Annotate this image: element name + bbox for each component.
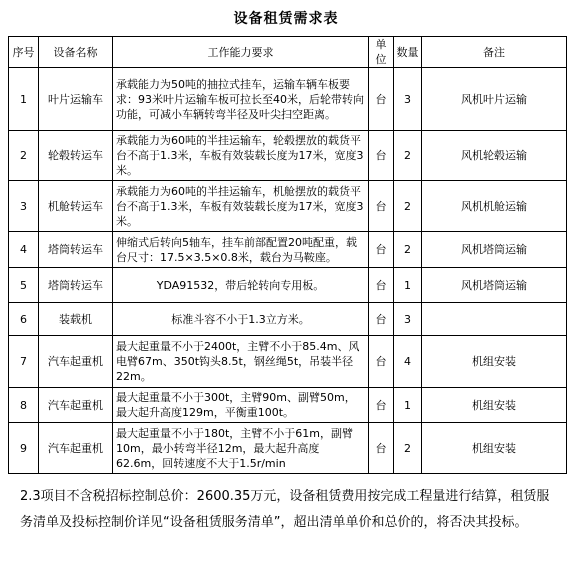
header-name: 设备名称 <box>39 37 113 68</box>
cell-requirement: 最大起重量不小于300t，主臂90m、副臂50m，最大起升高度129m，平衡重100t。 <box>113 388 369 423</box>
table-row <box>9 181 567 232</box>
cell-unit: 台 <box>369 232 394 268</box>
header-unit: 单位 <box>369 37 394 68</box>
cell-remark: 机组安装 <box>422 388 567 423</box>
cell-no: 3 <box>9 181 39 232</box>
cell-unit: 台 <box>369 181 394 232</box>
table-row <box>9 336 567 388</box>
cell-remark: 风机轮毂运输 <box>422 131 567 181</box>
header-qty: 数量 <box>394 37 422 68</box>
table-row <box>9 131 567 181</box>
cell-unit: 台 <box>369 336 394 388</box>
cell-unit: 台 <box>369 131 394 181</box>
cell-qty: 2 <box>394 232 422 268</box>
cell-name: 装载机 <box>39 303 113 336</box>
cell-qty: 2 <box>394 181 422 232</box>
cell-requirement: 最大起重量不小于180t，主臂不小于61m，副臂10m，最小转弯半径12m，最大起升高度62.6m，回转速度不大于1.5r/min <box>113 423 369 474</box>
cell-unit: 台 <box>369 423 394 474</box>
cell-requirement: 最大起重量不小于2400t，主臂不小于85.4m、风电臂67m、350t钩头8.5t，钢丝绳5t，吊装半径22m。 <box>113 336 369 388</box>
cell-requirement: 伸缩式后转向5轴车，挂车前部配置20吨配重，载台尺寸：17.5×3.5×0.8米，载台为马鞍座。 <box>113 232 369 268</box>
cell-no: 9 <box>9 423 39 474</box>
cell-remark: 机组安装 <box>422 423 567 474</box>
cell-remark: 机组安装 <box>422 336 567 388</box>
cell-no: 2 <box>9 131 39 181</box>
table-row <box>9 268 567 303</box>
cell-qty: 2 <box>394 131 422 181</box>
table-row <box>9 423 567 474</box>
cell-requirement: 承载能力为60吨的半挂运输车，机舱摆放的载货平台不高于1.3米，车板有效装载长度为17米，宽度3米。 <box>113 181 369 232</box>
table-row <box>9 232 567 268</box>
table-row <box>9 68 567 131</box>
header-no: 序号 <box>9 37 39 68</box>
equipment-rental-table <box>8 36 567 474</box>
cell-qty: 2 <box>394 423 422 474</box>
table-row <box>9 303 567 336</box>
cell-name: 汽车起重机 <box>39 336 113 388</box>
cell-no: 1 <box>9 68 39 131</box>
cell-remark: 风机叶片运输 <box>422 68 567 131</box>
cell-name: 汽车起重机 <box>39 388 113 423</box>
cell-remark: 风机塔筒运输 <box>422 268 567 303</box>
table-header-row <box>9 37 567 68</box>
cell-no: 4 <box>9 232 39 268</box>
cell-unit: 台 <box>369 268 394 303</box>
bid-control-price-note: 2.3项目不含税招标控制总价：2600.35万元，设备租赁费用按完成工程量进行结算，租赁服务清单及投标控制价详见“设备租赁服务清单”，超出清单单价和总价的，将否决其投标。 <box>20 489 550 530</box>
table-title: 设备租赁需求表 <box>233 11 339 27</box>
cell-qty: 3 <box>394 68 422 131</box>
header-requirement: 工作能力要求 <box>113 37 369 68</box>
cell-requirement: 承载能力为50吨的抽拉式挂车，运输车辆车板要求：93米叶片运输车板可拉长至40米，后轮带转向功能，可减小车辆转弯半径及叶尖扫空距离。 <box>113 68 369 131</box>
cell-requirement: 标准斗容不小于1.3立方米。 <box>113 303 369 336</box>
cell-remark: 风机塔筒运输 <box>422 232 567 268</box>
cell-name: 塔筒转运车 <box>39 232 113 268</box>
table-row <box>9 388 567 423</box>
cell-name: 机舱转运车 <box>39 181 113 232</box>
cell-name: 叶片运输车 <box>39 68 113 131</box>
cell-name: 塔筒转运车 <box>39 268 113 303</box>
cell-requirement: 承载能力为60吨的半挂运输车，轮毂摆放的载货平台不高于1.3米，车板有效装载长度为17米，宽度3米。 <box>113 131 369 181</box>
header-remark: 备注 <box>422 37 567 68</box>
cell-name: 轮毂转运车 <box>39 131 113 181</box>
cell-name: 汽车起重机 <box>39 423 113 474</box>
cell-no: 5 <box>9 268 39 303</box>
cell-unit: 台 <box>369 388 394 423</box>
cell-remark <box>422 303 567 336</box>
cell-unit: 台 <box>369 303 394 336</box>
cell-no: 8 <box>9 388 39 423</box>
cell-remark: 风机机舱运输 <box>422 181 567 232</box>
cell-unit: 台 <box>369 68 394 131</box>
cell-no: 7 <box>9 336 39 388</box>
cell-qty: 1 <box>394 388 422 423</box>
cell-qty: 4 <box>394 336 422 388</box>
cell-qty: 3 <box>394 303 422 336</box>
cell-requirement: YDA91532，带后轮转向专用板。 <box>113 268 369 303</box>
cell-no: 6 <box>9 303 39 336</box>
cell-qty: 1 <box>394 268 422 303</box>
